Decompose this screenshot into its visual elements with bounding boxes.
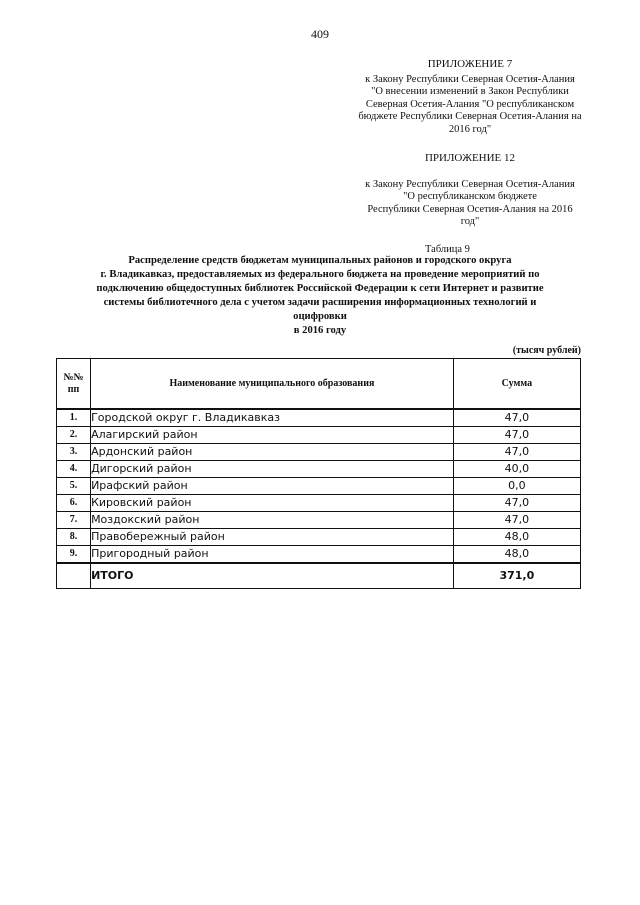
annex-12-block xyxy=(340,152,600,229)
table-label: Таблица 9 xyxy=(425,244,470,255)
row-number: 3. xyxy=(57,444,91,461)
table-row xyxy=(57,529,581,546)
distribution-table xyxy=(56,358,581,589)
annex-7-line: бюджете Республики Северная Осетия-Алания на xyxy=(358,111,582,122)
document-title xyxy=(60,254,580,338)
header-number-line: №№ xyxy=(63,371,84,383)
total-label: ИТОГО xyxy=(91,563,454,589)
table-row xyxy=(57,427,581,444)
annex-12-title: ПРИЛОЖЕНИЕ 12 xyxy=(424,152,516,164)
annex-12-line: год" xyxy=(460,216,480,227)
document-title-line: подключению общедоступных библиотек Российской Федерации к сети Интернет и развитие xyxy=(96,283,544,294)
row-number: 4. xyxy=(57,461,91,478)
header-sum: Сумма xyxy=(453,359,580,410)
row-sum: 47,0 xyxy=(453,427,580,444)
row-sum: 40,0 xyxy=(453,461,580,478)
table-total-row xyxy=(57,563,581,589)
total-number xyxy=(57,563,91,589)
row-sum: 48,0 xyxy=(453,529,580,546)
row-name: Ирафский район xyxy=(91,478,454,495)
row-number: 8. xyxy=(57,529,91,546)
row-sum: 47,0 xyxy=(453,444,580,461)
row-sum: 0,0 xyxy=(453,478,580,495)
header-name: Наименование муниципального образования xyxy=(91,359,454,410)
annex-7-line: Северная Осетия-Алания "О республиканском xyxy=(365,98,575,110)
document-title-line: в 2016 году xyxy=(293,325,347,336)
table-header-row xyxy=(57,359,581,410)
document-title-line: Распределение средств бюджетам муниципальных районов и городского округа xyxy=(128,255,512,266)
units-label: (тысяч рублей) xyxy=(512,345,581,356)
annex-7-line: к Закону Республики Северная Осетия-Алания xyxy=(365,73,575,85)
page-number: 409 xyxy=(311,27,329,41)
row-number: 7. xyxy=(57,512,91,529)
row-name: Моздокский район xyxy=(91,512,454,529)
annex-7-block xyxy=(340,58,600,136)
table-row xyxy=(57,444,581,461)
row-name: Кировский район xyxy=(91,495,454,512)
row-sum: 48,0 xyxy=(453,546,580,564)
annex-12-line: "О республиканском бюджете xyxy=(403,191,537,202)
row-number: 6. xyxy=(57,495,91,512)
row-number: 2. xyxy=(57,427,91,444)
annex-7-line: 2016 год" xyxy=(448,123,492,135)
annex-12-line: Республики Северная Осетия-Алания на 2016 xyxy=(367,203,573,215)
row-name: Городской округ г. Владикавказ xyxy=(91,409,454,427)
row-sum: 47,0 xyxy=(453,495,580,512)
row-number: 1. xyxy=(57,409,91,427)
header-number-line: пп xyxy=(67,383,80,395)
table-row xyxy=(57,461,581,478)
document-title-line: системы библиотечного дела с учетом задачи расширения информационных технологий и xyxy=(103,297,537,308)
row-name: Пригородный район xyxy=(91,546,454,564)
table-row xyxy=(57,546,581,564)
row-name: Ардонский район xyxy=(91,444,454,461)
row-name: Алагирский район xyxy=(91,427,454,444)
annex-7-title: ПРИЛОЖЕНИЕ 7 xyxy=(427,58,513,70)
annex-12-line: к Закону Республики Северная Осетия-Алания xyxy=(365,178,575,190)
row-name: Правобережный район xyxy=(91,529,454,546)
document-title-line: г. Владикавказ, предоставляемых из федерального бюджета на проведение мероприятий по xyxy=(100,269,540,280)
table-row xyxy=(57,512,581,529)
table-row xyxy=(57,409,581,427)
document-title-line: оцифровки xyxy=(293,311,347,322)
table-row xyxy=(57,478,581,495)
row-number: 9. xyxy=(57,546,91,564)
total-sum: 371,0 xyxy=(453,563,580,589)
annex-7-line: "О внесении изменений в Закон Республики xyxy=(371,86,569,97)
table-row xyxy=(57,495,581,512)
row-sum: 47,0 xyxy=(453,512,580,529)
row-sum: 47,0 xyxy=(453,409,580,427)
row-name: Дигорский район xyxy=(91,461,454,478)
row-number: 5. xyxy=(57,478,91,495)
header-number xyxy=(57,359,91,410)
